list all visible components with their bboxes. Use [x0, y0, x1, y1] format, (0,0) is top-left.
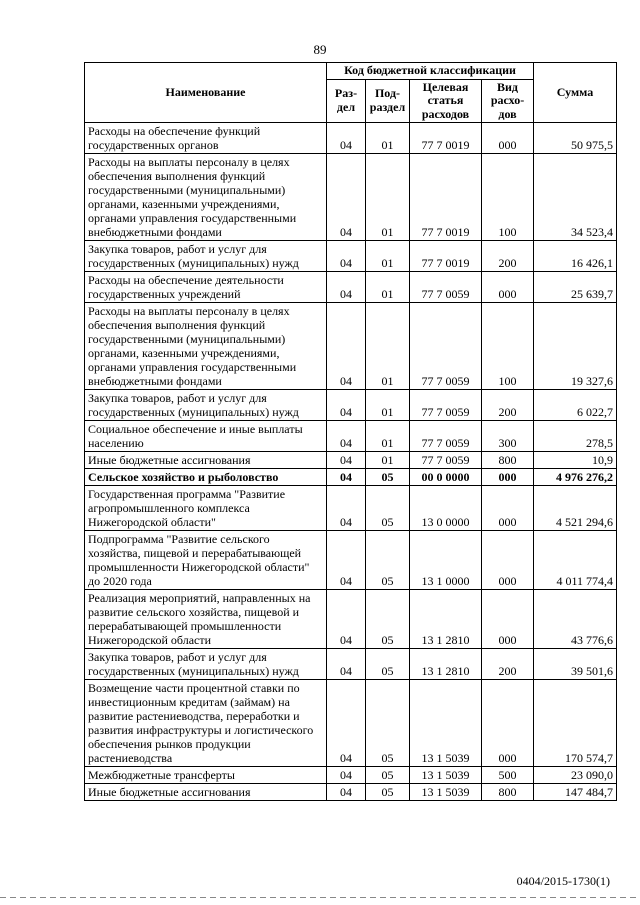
row-sum: 4 011 774,4 [534, 531, 617, 590]
row-name: Расходы на обеспечение деятельности государственных учреждений [85, 272, 327, 303]
row-subsection: 01 [366, 452, 410, 469]
row-subsection: 01 [366, 123, 410, 154]
budget-table [84, 62, 617, 801]
row-target-article: 13 0 0000 [410, 486, 482, 531]
row-name: Закупка товаров, работ и услуг для государственных (муниципальных) нужд [85, 241, 327, 272]
row-target-article: 13 1 5039 [410, 784, 482, 801]
table-row [85, 452, 617, 469]
table-row [85, 421, 617, 452]
header-sum: Сумма [534, 63, 617, 123]
table-row [85, 154, 617, 241]
row-expense-type: 000 [482, 123, 534, 154]
scan-edge-line [0, 897, 640, 898]
row-name: Государственная программа "Развитие агропромышленного комплекса Нижегородской области" [85, 486, 327, 531]
row-subsection: 05 [366, 649, 410, 680]
table-row [85, 767, 617, 784]
row-subsection: 05 [366, 680, 410, 767]
row-expense-type: 500 [482, 767, 534, 784]
row-target-article: 13 1 0000 [410, 531, 482, 590]
header-name: Наименование [85, 63, 327, 123]
row-target-article: 77 7 0059 [410, 272, 482, 303]
row-name: Подпрограмма "Развитие сельского хозяйства, пищевой и перерабатывающей промышленности Нижегородской области" до 2020 года [85, 531, 327, 590]
row-expense-type: 100 [482, 154, 534, 241]
row-sum: 34 523,4 [534, 154, 617, 241]
table-row [85, 680, 617, 767]
row-section: 04 [327, 680, 366, 767]
row-section: 04 [327, 767, 366, 784]
row-target-article: 13 1 5039 [410, 680, 482, 767]
row-target-article: 77 7 0019 [410, 123, 482, 154]
header-classification: Код бюджетной классификации [327, 63, 534, 80]
row-target-article: 77 7 0019 [410, 154, 482, 241]
row-expense-type: 000 [482, 486, 534, 531]
row-subsection: 01 [366, 390, 410, 421]
row-expense-type: 000 [482, 590, 534, 649]
row-sum: 10,9 [534, 452, 617, 469]
row-section: 04 [327, 421, 366, 452]
table-row [85, 486, 617, 531]
table-row [85, 784, 617, 801]
row-target-article: 13 1 2810 [410, 590, 482, 649]
row-name: Расходы на выплаты персоналу в целях обеспечения выполнения функций государственными (муниципальными) органами, казенными учреждениями, органами управления государственными внебюджетными фондами [85, 303, 327, 390]
row-name: Социальное обеспечение и иные выплаты населению [85, 421, 327, 452]
row-sum: 19 327,6 [534, 303, 617, 390]
row-target-article: 13 1 5039 [410, 767, 482, 784]
row-name: Расходы на обеспечение функций государственных органов [85, 123, 327, 154]
row-sum: 4 976 276,2 [534, 469, 617, 486]
row-expense-type: 200 [482, 649, 534, 680]
row-section: 04 [327, 649, 366, 680]
table-row [85, 531, 617, 590]
row-subsection: 05 [366, 469, 410, 486]
header-expense-type: Вид расхо-дов [482, 79, 534, 123]
row-section: 04 [327, 784, 366, 801]
row-subsection: 01 [366, 421, 410, 452]
row-expense-type: 000 [482, 680, 534, 767]
row-expense-type: 800 [482, 784, 534, 801]
row-sum: 170 574,7 [534, 680, 617, 767]
document-code: 0404/2015-1730(1) [516, 874, 610, 888]
table-body [85, 123, 617, 801]
row-name: Межбюджетные трансферты [85, 767, 327, 784]
row-sum: 50 975,5 [534, 123, 617, 154]
row-subsection: 01 [366, 154, 410, 241]
row-name: Реализация мероприятий, направленных на развитие сельского хозяйства, пищевой и перерабатывающей промышленности Нижегородской области [85, 590, 327, 649]
header-section: Раз-дел [327, 79, 366, 123]
table-row [85, 469, 617, 486]
row-target-article: 13 1 2810 [410, 649, 482, 680]
table-row [85, 123, 617, 154]
table-row [85, 303, 617, 390]
row-sum: 25 639,7 [534, 272, 617, 303]
row-section: 04 [327, 154, 366, 241]
row-subsection: 05 [366, 590, 410, 649]
row-sum: 4 521 294,6 [534, 486, 617, 531]
row-section: 04 [327, 390, 366, 421]
row-name: Закупка товаров, работ и услуг для государственных (муниципальных) нужд [85, 390, 327, 421]
row-section: 04 [327, 486, 366, 531]
row-section: 04 [327, 452, 366, 469]
row-target-article: 77 7 0059 [410, 452, 482, 469]
table-row [85, 272, 617, 303]
row-section: 04 [327, 531, 366, 590]
row-subsection: 05 [366, 531, 410, 590]
row-sum: 43 776,6 [534, 590, 617, 649]
row-name: Иные бюджетные ассигнования [85, 784, 327, 801]
row-name: Иные бюджетные ассигнования [85, 452, 327, 469]
page-number: 89 [313, 42, 327, 57]
table-row [85, 390, 617, 421]
row-sum: 23 090,0 [534, 767, 617, 784]
row-target-article: 77 7 0059 [410, 421, 482, 452]
row-subsection: 01 [366, 303, 410, 390]
row-name: Сельское хозяйство и рыболовство [85, 469, 327, 486]
row-target-article: 77 7 0059 [410, 390, 482, 421]
row-sum: 39 501,6 [534, 649, 617, 680]
row-section: 04 [327, 469, 366, 486]
row-sum: 16 426,1 [534, 241, 617, 272]
row-section: 04 [327, 272, 366, 303]
row-expense-type: 000 [482, 272, 534, 303]
row-target-article: 00 0 0000 [410, 469, 482, 486]
row-section: 04 [327, 590, 366, 649]
row-sum: 278,5 [534, 421, 617, 452]
header-target-article: Целевая статья расходов [410, 79, 482, 123]
table-row [85, 590, 617, 649]
table-row [85, 649, 617, 680]
row-section: 04 [327, 241, 366, 272]
row-target-article: 77 7 0059 [410, 303, 482, 390]
row-expense-type: 000 [482, 469, 534, 486]
row-expense-type: 100 [482, 303, 534, 390]
row-name: Закупка товаров, работ и услуг для государственных (муниципальных) нужд [85, 649, 327, 680]
row-expense-type: 200 [482, 390, 534, 421]
table-row [85, 241, 617, 272]
row-expense-type: 800 [482, 452, 534, 469]
row-target-article: 77 7 0019 [410, 241, 482, 272]
row-expense-type: 200 [482, 241, 534, 272]
row-subsection: 05 [366, 784, 410, 801]
row-section: 04 [327, 123, 366, 154]
row-name: Возмещение части процентной ставки по инвестиционным кредитам (займам) на развитие растениеводства, переработки и развития инфраструктуры и логистического обеспечения рынков продукции растениеводства [85, 680, 327, 767]
row-subsection: 05 [366, 486, 410, 531]
row-sum: 6 022,7 [534, 390, 617, 421]
row-expense-type: 000 [482, 531, 534, 590]
row-section: 04 [327, 303, 366, 390]
header-subsection: Под-раздел [366, 79, 410, 123]
row-sum: 147 484,7 [534, 784, 617, 801]
row-subsection: 01 [366, 241, 410, 272]
row-subsection: 05 [366, 767, 410, 784]
row-subsection: 01 [366, 272, 410, 303]
row-expense-type: 300 [482, 421, 534, 452]
row-name: Расходы на выплаты персоналу в целях обеспечения выполнения функций государственными (муниципальными) органами, казенными учреждениями, органами управления государственными внебюджетными фондами [85, 154, 327, 241]
